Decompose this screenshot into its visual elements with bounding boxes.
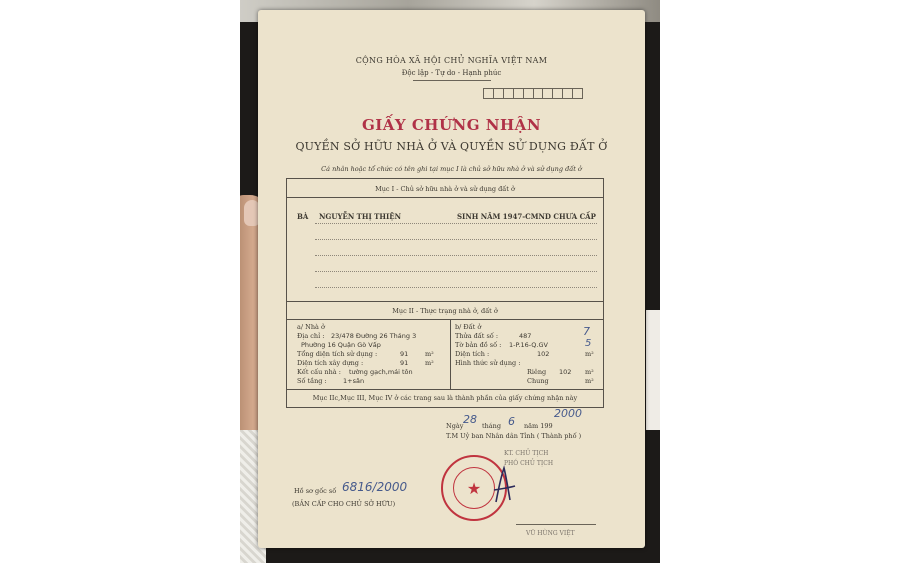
record-number: 6816/2000 xyxy=(342,480,408,494)
date-year-label: năm 199 xyxy=(524,422,553,430)
usage-label: Hình thức sử dụng : xyxy=(455,359,521,367)
star-icon: ★ xyxy=(453,467,495,509)
shared-label: Chung xyxy=(527,377,549,385)
plot-value: 487 xyxy=(519,332,532,340)
area-unit: m² xyxy=(585,350,594,358)
divider xyxy=(287,319,603,320)
record-copy-note: (BẢN CẤP CHO CHỦ SỞ HỮU) xyxy=(292,500,396,508)
section-1-title: Mục I - Chủ sở hữu nhà ở và sử dụng đất ở xyxy=(375,185,515,193)
plot-handwritten: 7 xyxy=(583,325,590,338)
date-day-label: Ngày xyxy=(446,422,464,430)
private-unit: m² xyxy=(585,368,594,376)
map-handwritten: 5 xyxy=(585,338,592,349)
map-label: Tờ bản đồ số : xyxy=(455,341,502,349)
background-object xyxy=(646,310,660,430)
floors-value: 1+sân xyxy=(343,377,365,385)
area-value: 102 xyxy=(537,350,550,358)
divider xyxy=(287,197,603,198)
dotted-line xyxy=(315,271,597,272)
divider xyxy=(287,389,603,390)
plot-label: Thửa đất số : xyxy=(455,332,499,340)
total-area-unit: m² xyxy=(425,350,434,358)
private-label: Riêng xyxy=(527,368,547,376)
record-label: Hồ sơ gốc số xyxy=(294,487,337,495)
column-divider xyxy=(450,319,451,389)
national-motto: Độc lập - Tự do - Hạnh phúc xyxy=(401,69,502,77)
owner-prefix: BÀ xyxy=(297,212,309,221)
signer-role-1: KT. CHỦ TỊCH xyxy=(504,450,549,457)
build-area-value: 91 xyxy=(400,359,409,367)
divider xyxy=(287,301,603,302)
structure-value: tường gạch,mái tôn xyxy=(349,368,413,376)
owner-info: SINH NĂM 1947-CMND CHƯA CẤP xyxy=(457,212,596,221)
build-area-unit: m² xyxy=(425,359,434,367)
owner-name: NGUYỄN THỊ THIỆN xyxy=(319,212,402,221)
total-area-label: Tổng diện tích sử dụng : xyxy=(297,350,378,358)
build-area-label: Diện tích xây dựng : xyxy=(297,359,364,367)
dotted-line xyxy=(315,255,597,256)
signer-role-2: PHÓ CHỦ TỊCH xyxy=(504,460,554,467)
total-area-value: 91 xyxy=(400,350,409,358)
private-value: 102 xyxy=(559,368,572,376)
serial-number-boxes xyxy=(483,88,583,99)
date-day: 28 xyxy=(463,413,477,426)
structure-label: Kết cấu nhà : xyxy=(297,368,341,376)
dotted-line xyxy=(315,287,597,288)
national-header: CỘNG HÒA XÃ HỘI CHỦ NGHĨA VIỆT NAM xyxy=(355,56,548,65)
certificate-title: GIẤY CHỨNG NHẬN xyxy=(361,116,542,134)
address-line-1: 23/478 Đường 26 Tháng 3 xyxy=(331,332,417,340)
date-month: 6 xyxy=(508,415,515,428)
certificate-intro: Cá nhân hoặc tổ chức có tên ghi tại mục I là chủ sở hữu nhà ở và sử dụng đất ở xyxy=(321,165,582,173)
date-year: 2000 xyxy=(554,407,582,420)
signature-line xyxy=(516,524,596,525)
map-value: 1-P.16-Q.GV xyxy=(509,341,548,349)
area-label: Diện tích : xyxy=(455,350,490,358)
house-heading: a/ Nhà ở xyxy=(297,323,325,331)
address-line-2: Phường 16 Quận Gò Vấp xyxy=(301,341,381,349)
dotted-line xyxy=(315,223,597,224)
certificate-subtitle: QUYỀN SỞ HỮU NHÀ Ở VÀ QUYỀN SỬ DỤNG ĐẤT Ở xyxy=(295,140,608,153)
details-frame xyxy=(286,178,604,408)
footer-note: Mục IIc,Mục III, Mục IV ở các trang sau là thành phần của giấy chứng nhận này xyxy=(312,394,578,402)
signer-name: VŨ HÙNG VIỆT xyxy=(526,530,575,537)
dotted-line xyxy=(315,239,597,240)
floors-label: Số tầng : xyxy=(297,377,327,385)
shared-unit: m² xyxy=(585,377,594,385)
section-2-title: Mục II - Thực trạng nhà ở, đất ở xyxy=(392,307,498,315)
address-label: Địa chỉ : xyxy=(297,332,325,340)
certificate-document xyxy=(258,10,645,548)
header-underline xyxy=(413,80,491,81)
date-month-label: tháng xyxy=(482,422,502,430)
signature xyxy=(488,462,518,508)
authority: T.M Uỷ ban Nhân dân Tỉnh ( Thành phố ) xyxy=(446,432,582,440)
land-heading: b/ Đất ở xyxy=(455,323,482,331)
